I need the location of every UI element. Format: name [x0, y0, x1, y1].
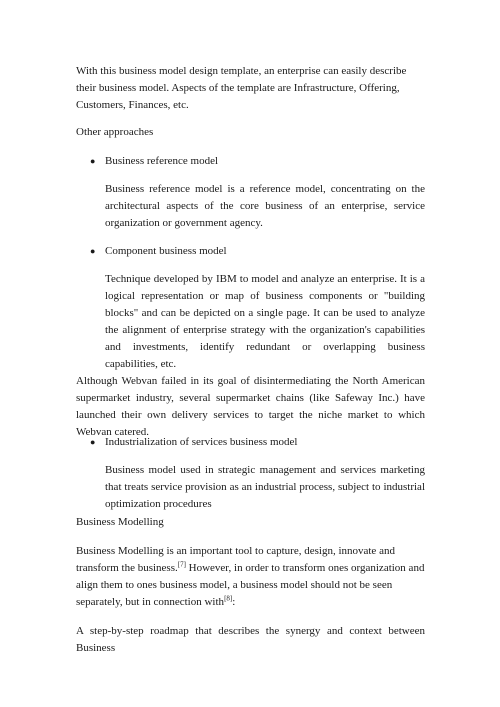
bullet-icon: ●	[90, 156, 96, 166]
modelling-text-part-3: :	[232, 596, 236, 608]
other-approaches-label: Other approaches	[76, 126, 154, 138]
paragraph-roadmap: A step-by-step roadmap that describes the synergy and context between Business	[76, 625, 425, 654]
citation-ref-8[interactable]: [8]	[224, 594, 233, 603]
bullet-icon: ●	[90, 246, 96, 256]
bullet-icon: ●	[90, 437, 96, 447]
bullet-description-business-reference-model: Business reference model is a reference model, concentrating on the architectural aspects of the core business of an enterprise, service organization or government agency.	[105, 183, 425, 229]
bullet-label: Component business model	[105, 245, 227, 257]
paragraph-business-modelling	[76, 543, 425, 611]
heading-business-modelling: Business Modelling	[76, 516, 164, 528]
bullet-description-component-business-model: Technique developed by IBM to model and analyze an enterprise. It is a logical representation or map of business components or "building blocks" and can be depicted on a single page. It can be used to analyze the alignment of enterprise strategy with the organization's capabilities and investments, identify redundant or overlapping business capabilities, etc.	[105, 273, 425, 370]
paragraph-webvan: Although Webvan failed in its goal of disintermediating the North American supermarket industry, several supermarket chains (like Safeway Inc.) have launched their own delivery services to target the niche market to which Webvan catered.	[76, 375, 425, 438]
bullet-label: Industrialization of services business model	[105, 436, 298, 448]
modelling-text-part-1: Business Modelling is an important tool to capture, design, innovate and transform the business.	[76, 545, 395, 574]
modelling-text-part-2: However, in order to transform ones organization and align them to ones business model, a business model should not be seen separately, but in connection with	[76, 562, 425, 608]
citation-ref-7[interactable]: [7]	[177, 560, 186, 569]
bullet-label: Business reference model	[105, 155, 219, 167]
bullet-description-industrialization-of-services: Business model used in strategic management and services marketing that treats service provision as an industrial process, subject to industrial optimization procedures	[105, 464, 425, 510]
paragraph-business-model-template: With this business model design template, an enterprise can easily describe their business model. Aspects of the template are Infrastructure, Offering, Customers, Finances, etc.	[76, 65, 407, 111]
